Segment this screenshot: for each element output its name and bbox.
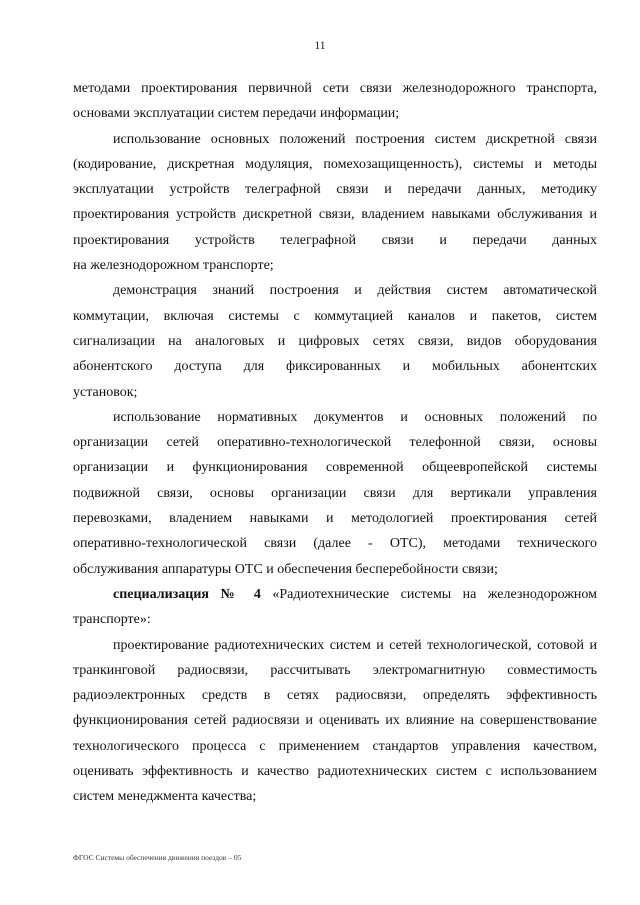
- text-line: транкинговой радиосвязи, рассчитывать электромагнитную совместимость: [73, 662, 597, 678]
- document-body: [73, 76, 597, 810]
- text-line: оценивать эффективность и качество радиотехнических систем с использованием: [73, 764, 597, 780]
- text-line: абонентского доступа для фиксированных и мобильных абонентских: [73, 359, 597, 375]
- text-line: функционирования сетей радиосвязи и оценивать их влияние на совершенствование: [73, 713, 597, 729]
- text-line: проектирования устройств дискретной связи, владением навыками обслуживания и: [73, 207, 597, 223]
- page-number: 11: [314, 40, 326, 52]
- text-line: подвижной связи, основы организации связи для вертикали управления: [73, 485, 597, 501]
- text-line: организации и функционирования современной общеевропейской системы: [73, 460, 597, 476]
- text-line: демонстрация знаний построения и действия систем автоматической: [113, 283, 597, 299]
- paragraph-4: [73, 405, 597, 582]
- specialization-heading: [73, 582, 597, 633]
- text-line: транспорте»:: [73, 612, 151, 628]
- text-line: сигнализации на аналоговых и цифровых сетях связи, видов оборудования: [73, 333, 597, 349]
- text-line: коммутации, включая системы с коммутацией каналов и пакетов, систем: [73, 308, 597, 324]
- text-line: технологического процесса с применением стандартов управления качеством,: [73, 738, 597, 754]
- text-line: методами проектирования первичной сети связи железнодорожного транспорта,: [73, 81, 597, 96]
- text-line: систем менеджмента качества;: [73, 789, 257, 805]
- text-line: проектирование радиотехнических систем и сетей технологической, сотовой и: [113, 637, 597, 653]
- paragraph-2: [73, 127, 597, 279]
- paragraph-3: [73, 278, 597, 404]
- text-line: проектирования устройств телеграфной связи и передачи данных: [73, 232, 597, 248]
- specialization-title: «Радиотехнические системы на железнодорожном: [272, 586, 598, 602]
- paragraph-5: [73, 633, 597, 810]
- footer-note: ФГОС Системы обеспечения движения поездов – 05: [73, 853, 242, 862]
- text-line: эксплуатации устройств телеграфной связи и передачи данных, методику: [73, 182, 597, 198]
- text-line: [73, 582, 597, 607]
- text-line: использование основных положений построения систем дискретной связи: [113, 131, 597, 147]
- text-line: (кодирование, дискретная модуляция, помехозащищенность), системы и методы: [73, 156, 597, 172]
- text-line: перевозками, владением навыками и методологией проектирования сетей: [73, 511, 597, 527]
- paragraph-1: [73, 76, 597, 127]
- text-line: организации сетей оперативно-технологической телефонной связи, основы: [73, 435, 597, 451]
- text-line: основами эксплуатации систем передачи информации;: [73, 106, 400, 122]
- text-line: обслуживания аппаратуры ОТС и обеспечения бесперебойности связи;: [73, 561, 498, 577]
- specialization-label: специализация № 4: [113, 586, 261, 602]
- text-line: оперативно-технологической связи (далее - ОТС), методами технического: [73, 536, 597, 552]
- text-line: использование нормативных документов и основных положений по: [113, 409, 597, 425]
- text-line: установок;: [73, 384, 138, 400]
- text-line: радиоэлектронных средств в сетях радиосвязи, определять эффективность: [73, 688, 597, 704]
- text-line: на железнодорожном транспорте;: [73, 258, 274, 274]
